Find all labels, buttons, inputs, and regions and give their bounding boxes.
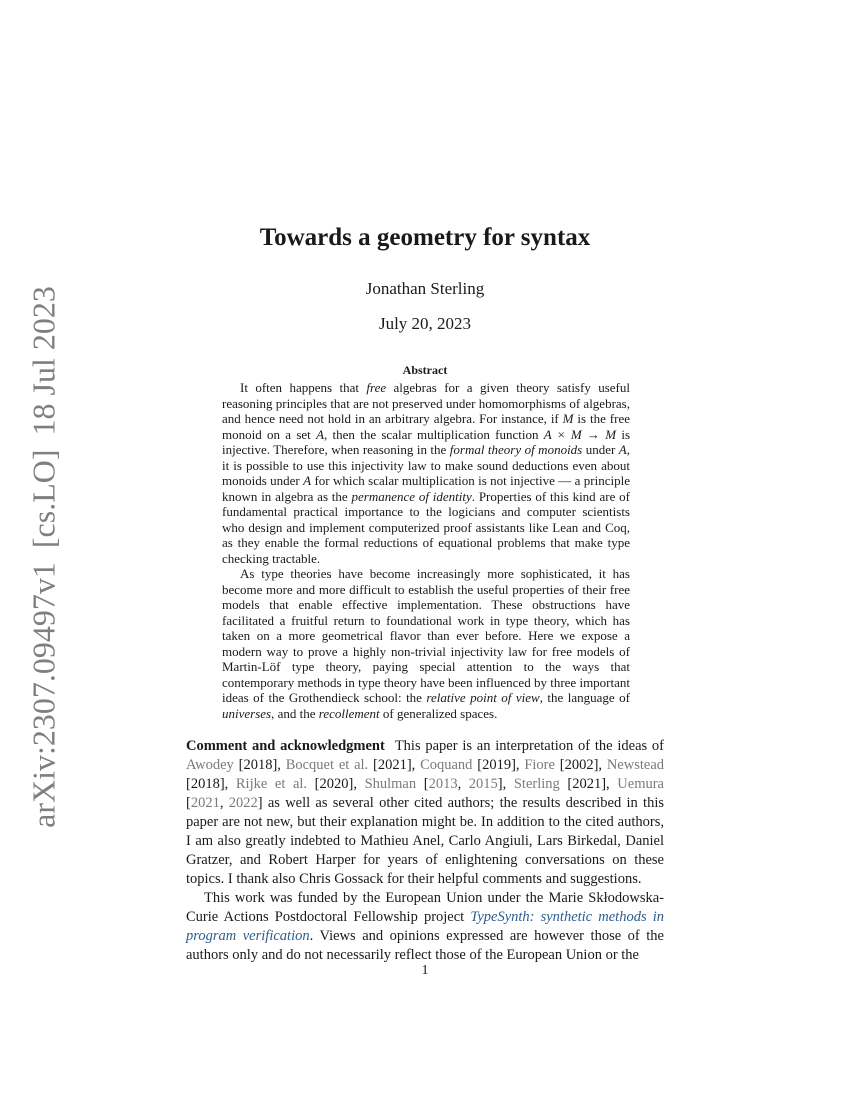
arxiv-date: 18 Jul 2023 <box>25 286 62 436</box>
citation-rijke[interactable]: Rijke et al. <box>235 776 308 792</box>
citation-uemura-2021[interactable]: 2021 <box>190 795 220 811</box>
citation-fiore[interactable]: Fiore <box>524 757 555 773</box>
abstract-paragraph-1: It often happens that free algebras for a given theory satisfy useful reasoning principles that are not preserved under homomorphisms of algebras, and hence need not hold in an arbitrary algebra. For instance, if M is the free monoid on a set A, then the scalar multiplication function A × M → M is injective. Therefore, when reasoning in the formal theory of monoids under A, it is possible to use this injectivity law to make sound deductions even about monoids under A for which scalar multiplication is not injective — a principle known in algebra as the permanence of identity. Properties of this kind are of fundamental practical importance to the logicians and computer scientists who design and implement computerized proof assistants like Lean and Coq, as they enable the formal reductions of equational problems that make type checking tractable. <box>222 380 631 566</box>
citation-bocquet[interactable]: Bocquet et al. <box>285 757 369 773</box>
arxiv-id: arXiv:2307.09497v1 <box>25 562 62 828</box>
citation-newstead[interactable]: Newstead <box>606 757 664 773</box>
typesynth-project-link[interactable]: TypeSynth: synthetic methods in program verification <box>186 909 664 944</box>
paper-date: July 20, 2023 <box>378 314 472 333</box>
citation-coquand[interactable]: Coquand <box>420 757 473 773</box>
citation-sterling[interactable]: Sterling <box>513 776 560 792</box>
page-number: 1 <box>421 963 429 978</box>
citation-uemura[interactable]: Uemura <box>617 776 664 792</box>
paper-author: Jonathan Sterling <box>365 279 485 298</box>
abstract-body <box>222 380 630 721</box>
section-heading-comment: Comment and acknowledgment <box>186 738 385 754</box>
citation-shulman[interactable]: Shulman <box>364 776 417 792</box>
citation-shulman-2015[interactable]: 2015 <box>468 776 498 792</box>
main-body-text <box>186 737 664 965</box>
arxiv-identifier-stamp <box>26 272 63 828</box>
citation-uemura-2022[interactable]: 2022 <box>228 795 258 811</box>
arxiv-category: [cs.LO] <box>25 449 62 549</box>
citation-shulman-2013[interactable]: 2013 <box>428 776 458 792</box>
abstract-heading: Abstract <box>402 363 448 377</box>
citation-awodey[interactable]: Awodey <box>186 757 234 773</box>
funding-paragraph: This work was funded by the European Union under the Marie Skłodowska-Curie Actions Postdoctoral Fellowship project TypeSynth: synthetic methods in program verification. Views and opinions expressed are however those of the authors only and do not necessarily reflect those of the European Union or the <box>186 890 664 963</box>
paper-title: Towards a geometry for syntax <box>259 224 591 251</box>
abstract-paragraph-2: As type theories have become increasingly more sophisticated, it has become more and more difficult to establish the useful properties of their free models that enable effective implementation. These obstructions have facilitated a fruitful return to foundational work in type theory, which has taken on a more geometrical flavor than ever before. Here we expose a modern way to prove a highly non-trivial injectivity law for free models of Martin-Löf type theory, paying special attention to the ways that contemporary methods in type theory have been influenced by three important ideas of the Grothendieck school: the relative point of view, the language of universes, and the recollement of generalized spaces. <box>222 566 631 721</box>
comment-paragraph: Comment and acknowledgment This paper is an interpretation of the ideas of Awodey [2018], Bocquet et al. [2021], Coquand [2019], Fiore [2002], Newstead [2018], Rijke et al. [2020], Shulman [2013, 2015], Sterling [2021], Uemura [2021, 2022] as well as several other cited authors; the results described in this paper are not new, but their explanation might be. In addition to the cited authors, I am also greatly indebted to Mathieu Anel, Carlo Angiuli, Lars Birkedal, Daniel Gratzer, and Robert Harper for years of enlightening conversations on these topics. I thank also Chris Gossack for their helpful comments and suggestions. <box>186 738 665 887</box>
